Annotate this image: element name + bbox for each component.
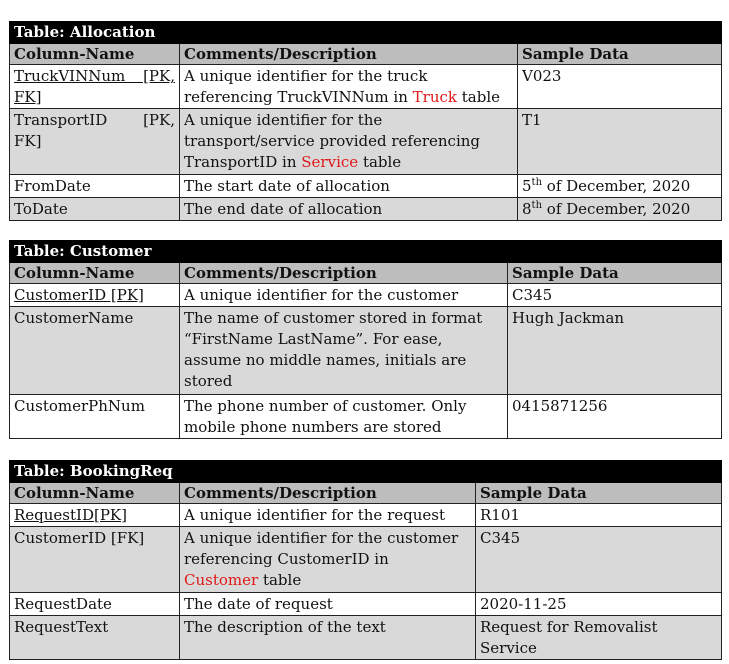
table-row (10, 175, 722, 198)
table-title-row (10, 241, 722, 263)
description-cell: A unique identifier for the customer referencing CustomerID in Customer table (180, 527, 476, 593)
fk-table-ref: Truck (412, 88, 457, 106)
table-title-row (10, 22, 722, 44)
sample-cell: 8th of December, 2020 (518, 198, 722, 221)
sample-cell: 0415871256 (508, 395, 722, 439)
description-cell: A unique identifier for the transport/service provided referencing TransportID in Service table (180, 109, 518, 175)
table-row (10, 616, 722, 660)
column-name-cell (10, 65, 180, 109)
table-row (10, 504, 722, 527)
table-row (10, 109, 722, 175)
column-name-cell: CustomerID [FK] (10, 527, 180, 593)
table-row (10, 284, 722, 307)
pk-label: RequestID[PK] (14, 506, 127, 524)
table-row (10, 65, 722, 109)
table-title-row (10, 461, 722, 483)
table-row (10, 198, 722, 221)
pk-fk-label: TruckVINNum [PK, FK] (14, 67, 175, 106)
sample-cell: Hugh Jackman (508, 307, 722, 395)
table-row (10, 307, 722, 395)
sample-cell: V023 (518, 65, 722, 109)
sample-header: Sample Data (518, 44, 722, 65)
column-name-cell: RequestText (10, 616, 180, 660)
table-row (10, 395, 722, 439)
table-row (10, 527, 722, 593)
table-row (10, 593, 722, 616)
fk-table-ref: Customer (184, 571, 259, 589)
description-cell: The phone number of customer. Only mobile phone numbers are stored (180, 395, 508, 439)
description-cell: The description of the text (180, 616, 476, 660)
column-name-cell: CustomerName (10, 307, 180, 395)
description-cell: A unique identifier for the truck referencing TruckVINNum in Truck table (180, 65, 518, 109)
comments-header: Comments/Description (180, 483, 476, 504)
customer-table (9, 240, 722, 439)
header-row (10, 483, 722, 504)
column-name-header: Column-Name (10, 263, 180, 284)
description-cell: A unique identifier for the customer (180, 284, 508, 307)
column-name-cell (10, 504, 180, 527)
sample-cell: 2020-11-25 (476, 593, 722, 616)
sample-cell: R101 (476, 504, 722, 527)
bookingreq-table (9, 460, 722, 660)
header-row (10, 44, 722, 65)
column-name-header: Column-Name (10, 44, 180, 65)
sample-cell: C345 (508, 284, 722, 307)
comments-header: Comments/Description (180, 263, 508, 284)
column-name-cell: ToDate (10, 198, 180, 221)
description-cell: The name of customer stored in format “FirstName LastName”. For ease, assume no middle names, initials are stored (180, 307, 508, 395)
pk-label: CustomerID [PK] (14, 286, 144, 304)
customer-title: Table: Customer (10, 241, 722, 263)
column-name-header: Column-Name (10, 483, 180, 504)
description-cell: The end date of allocation (180, 198, 518, 221)
column-name-cell: RequestDate (10, 593, 180, 616)
fk-table-ref: Service (301, 153, 359, 171)
header-row (10, 263, 722, 284)
column-name-cell: TransportID [PK, FK] (10, 109, 180, 175)
column-name-cell: FromDate (10, 175, 180, 198)
sample-header: Sample Data (508, 263, 722, 284)
description-cell: The start date of allocation (180, 175, 518, 198)
sample-cell: Request for Removalist Service (476, 616, 722, 660)
sample-cell: 5th of December, 2020 (518, 175, 722, 198)
sample-cell: T1 (518, 109, 722, 175)
allocation-table (9, 21, 722, 221)
allocation-title: Table: Allocation (10, 22, 722, 44)
bookingreq-title: Table: BookingReq (10, 461, 722, 483)
sample-cell: C345 (476, 527, 722, 593)
column-name-cell: CustomerPhNum (10, 395, 180, 439)
comments-header: Comments/Description (180, 44, 518, 65)
sample-header: Sample Data (476, 483, 722, 504)
description-cell: The date of request (180, 593, 476, 616)
description-cell: A unique identifier for the request (180, 504, 476, 527)
column-name-cell (10, 284, 180, 307)
